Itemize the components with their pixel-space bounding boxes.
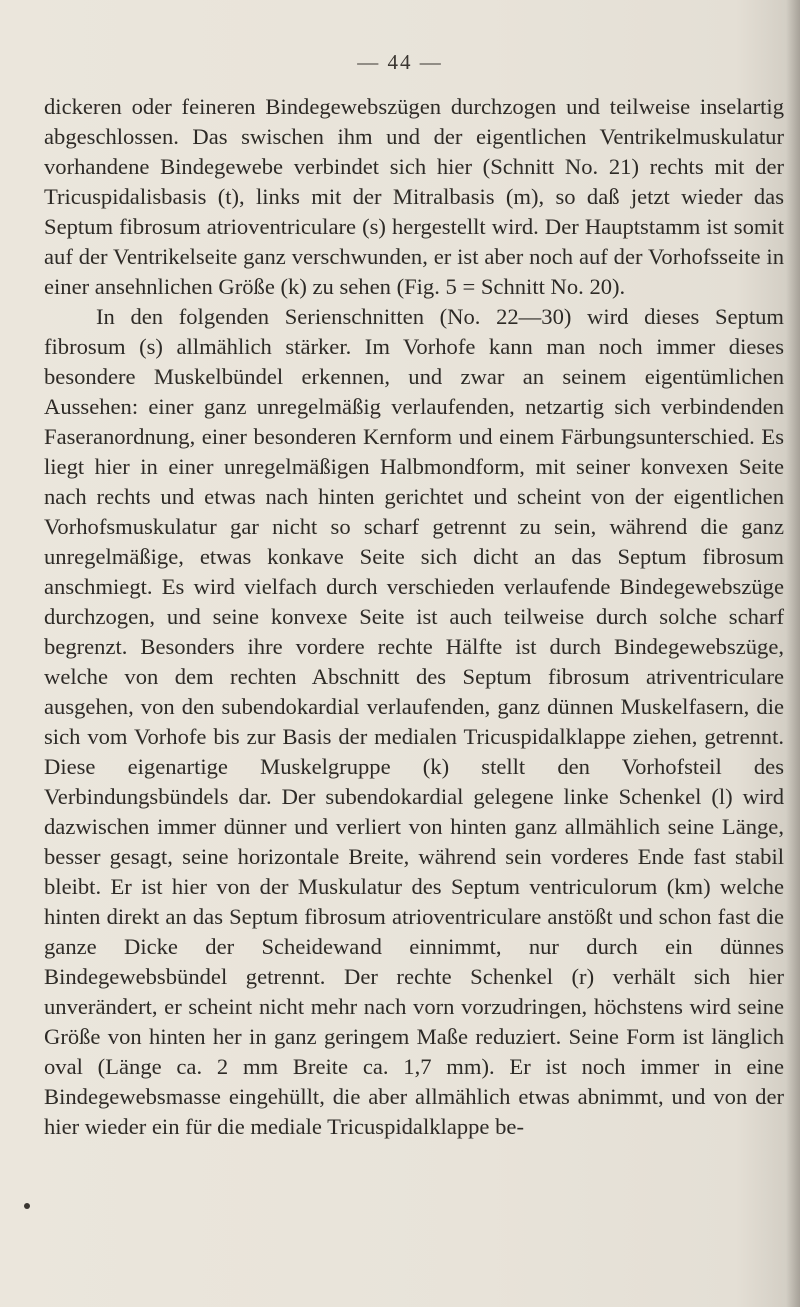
page-number: — 44 — [357,50,443,74]
ink-dot-mark [24,1203,30,1209]
body-text [44,92,784,1142]
paragraph-2: In den folgenden Serienschnitten (No. 22—30) wird dieses Septum fibrosum (s) allmählich stärker. Im Vorhofe kann man noch immer dieses besondere Muskelbündel erkennen, und zwar an seinem eigentümlichen Aussehen: einer ganz unregelmäßig verlaufenden, netzartig sich verbindenden Faseranordnung, einer besonderen Kernform und einem Färbungsunterschied. Es liegt hier in einer unregelmäßigen Halbmondform, mit seiner konvexen Seite nach rechts und etwas nach hinten gerichtet und scheint von der eigentlichen Vorhofsmuskulatur gar nicht so scharf getrennt zu sein, während die ganz unregelmäßige, etwas konkave Seite sich dicht an das Septum fibrosum anschmiegt. Es wird vielfach durch verschieden verlaufende Bindegewebszüge durchzogen, und seine konvexe Seite ist auch teilweise durch solche scharf begrenzt. Besonders ihre vordere rechte Hälfte ist durch Bindegewebszüge, welche von dem rechten Abschnitt des Septum fibrosum atriventriculare ausgehen, von den subendokardial verlaufenden, ganz dünnen Muskelfasern, die sich vom Vorhofe bis zur Basis der medialen Tricuspidalklappe ziehen, getrennt. Diese eigenartige Muskelgruppe (k) stellt den Vorhofsteil des Verbindungsbündels dar. Der subendokardial gelegene linke Schenkel (l) wird dazwischen immer dünner und verliert von hinten ganz allmählich seine Länge, besser gesagt, seine horizontale Breite, während sein vorderes Ende fast stabil bleibt. Er ist hier von der Muskulatur des Septum ventriculorum (km) welche hinten direkt an das Septum fibrosum atrioventriculare anstößt und schon fast die ganze Dicke der Scheidewand einnimmt, nur durch ein dünnes Bindegewebsbündel getrennt. Der rechte Schenkel (r) verhält sich hier unverändert, er scheint nicht mehr nach vorn vorzudringen, höchstens wird seine Größe von hinten her in ganz geringem Maße reduziert. Seine Form ist länglich oval (Länge ca. 2 mm Breite ca. 1,7 mm). Er ist noch immer in eine Bindegewebsmasse eingehüllt, die aber allmählich etwas abnimmt, und von der hier wieder ein für die mediale Tricuspidalklappe be- [44,304,784,1139]
page-spine-shadow [786,0,800,1307]
paragraph-1: dickeren oder feineren Bindegewebszügen durchzogen und teilweise inselartig abgeschlossen. Das swischen ihm und der eigentlichen Ventrikelmuskulatur vorhandene Bindegewebe verbindet sich hier (Schnitt No. 21) rechts mit der Tricuspidalisbasis (t), links mit der Mitralbasis (m), so daß jetzt wieder das Septum fibrosum atrioventriculare (s) hergestellt wird. Der Hauptstamm ist somit auf der Ventrikelseite ganz verschwunden, er ist aber noch auf der Vorhofsseite in einer ansehnlichen Größe (k) zu sehen (Fig. 5 = Schnitt No. 20). [44,94,784,299]
